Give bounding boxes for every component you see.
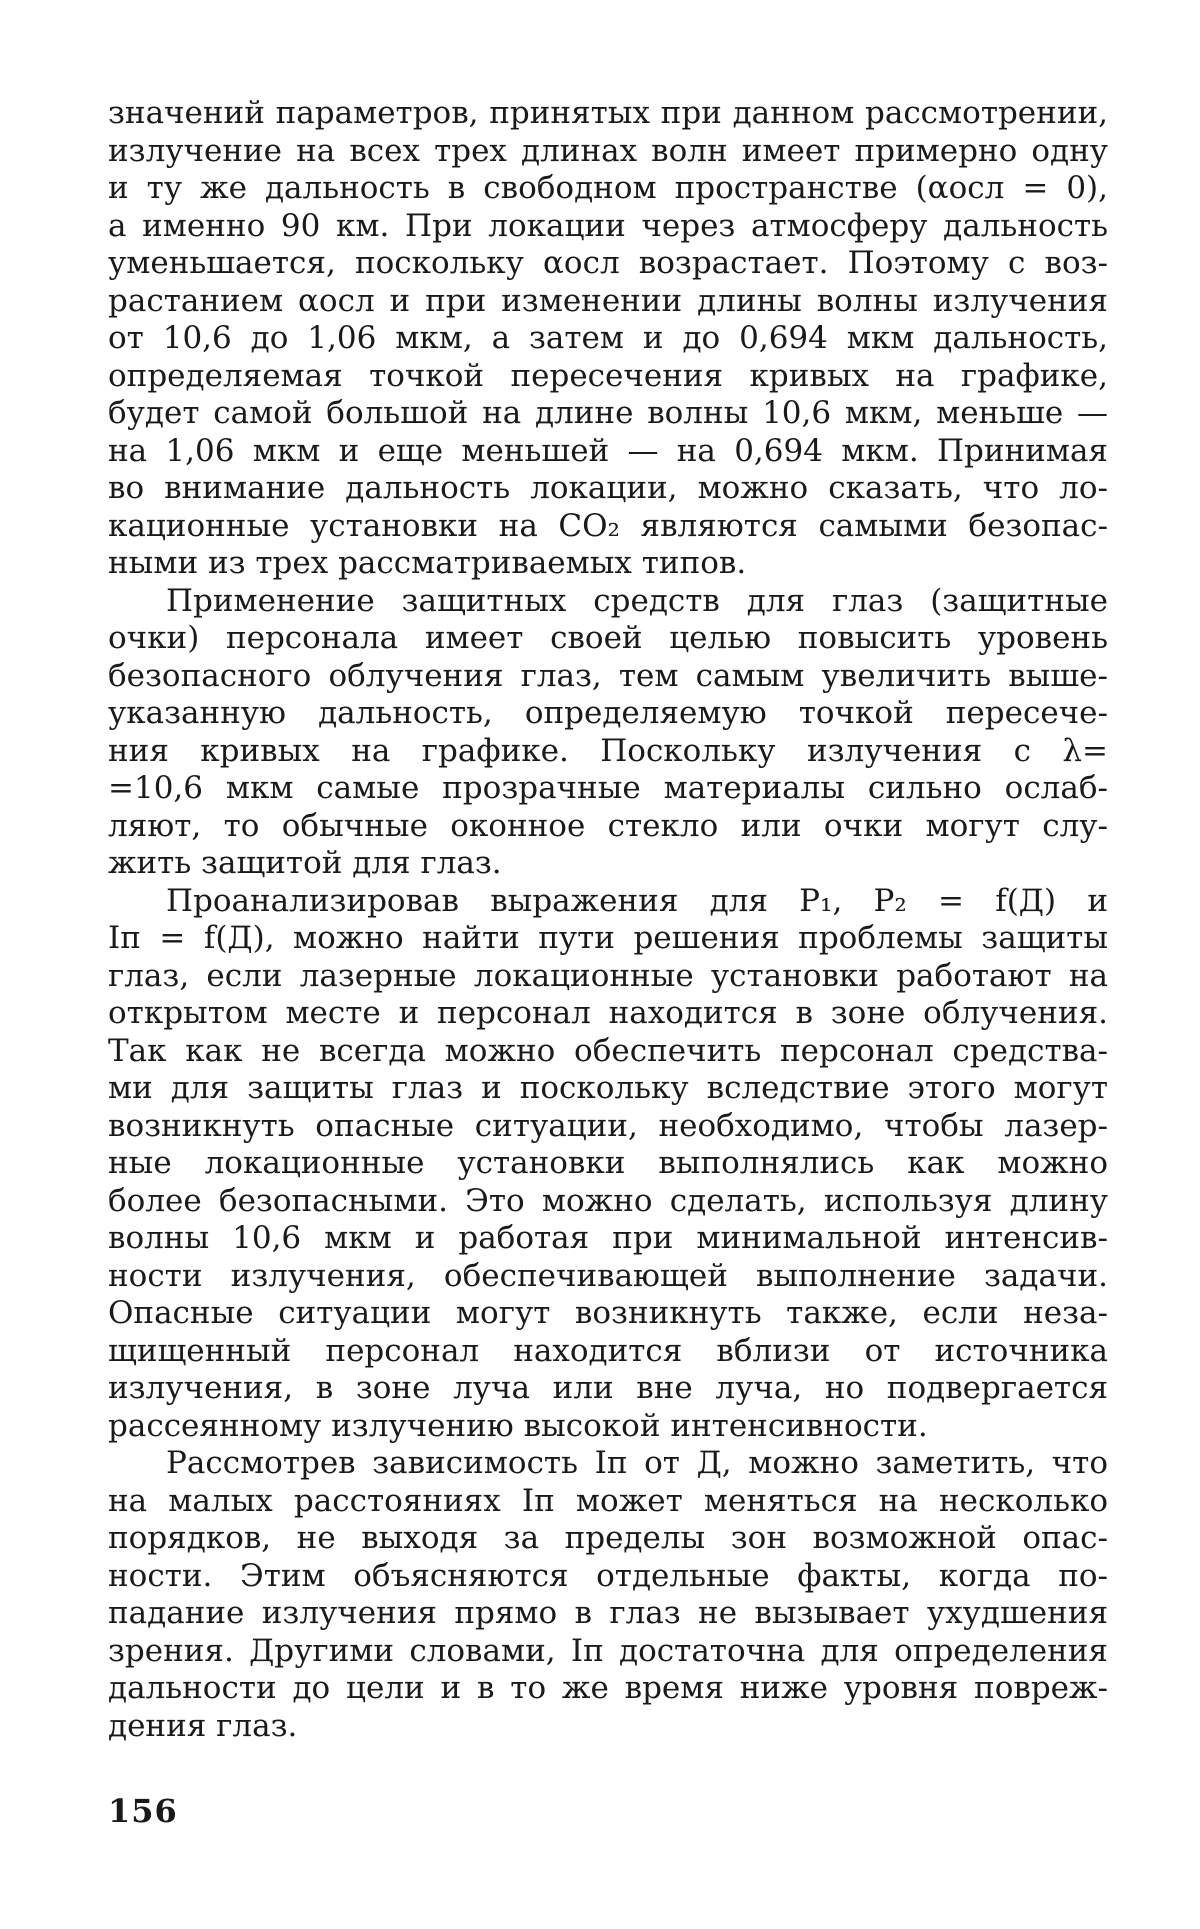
text-line: будет самой большой на длине волны 10,6 мкм, меньше — <box>108 395 1108 431</box>
text-line: Iп = f(Д), можно найти пути решения проблемы защиты <box>108 920 1108 956</box>
paragraph-4 <box>108 1445 1108 1745</box>
text-line: ния кривых на графике. Поскольку излучения с λ= <box>108 732 1108 769</box>
text-line: ные локационные установки выполнялись как можно <box>108 1145 1108 1181</box>
text-line: зрения. Другими словами, Iп достаточна для определения <box>108 1632 1108 1669</box>
text-line: волны 10,6 мкм и работая при минимальной интенсив- <box>108 1220 1108 1256</box>
text-line: Опасные ситуации могут возникнуть также, если неза- <box>108 1295 1108 1331</box>
text-line: рассеянному излучению высокой интенсивности. <box>108 1407 928 1444</box>
text-line: на малых расстояниях Iп может меняться на несколько <box>108 1482 1108 1519</box>
text-line: жить защитой для глаз. <box>108 845 502 881</box>
text-line: и ту же дальность в свободном пространстве (αосл = 0), <box>108 170 1108 206</box>
paragraph-3 <box>108 883 1108 1446</box>
text-line: возникнуть опасные ситуации, необходимо, чтобы лазер- <box>108 1107 1108 1144</box>
text-line: Проанализировав выражения для P₁, P₂ = f(Д) и <box>166 882 1108 919</box>
text-line: кационные установки на CO₂ являются самыми безопас- <box>108 507 1108 544</box>
text-line: ми для защиты глаз и поскольку вследствие этого могут <box>108 1070 1108 1106</box>
text-line: указанную дальность, определяемую точкой пересече- <box>108 695 1108 731</box>
page-body <box>108 95 1108 1745</box>
text-line: дения глаз. <box>108 1707 298 1744</box>
text-line: во внимание дальность локации, можно сказать, что ло- <box>108 470 1108 506</box>
text-line: Применение защитных средств для глаз (защитные <box>166 582 1108 619</box>
text-line: уменьшается, поскольку αосл возрастает. Поэтому с воз- <box>108 245 1108 281</box>
text-line: от 10,6 до 1,06 мкм, а затем и до 0,694 мкм дальность, <box>108 320 1108 356</box>
text-line: глаз, если лазерные локационные установки работают на <box>108 957 1108 994</box>
text-line: на 1,06 мкм и еще меньшей — на 0,694 мкм. Принимая <box>108 432 1108 469</box>
text-line: порядков, не выходя за пределы зон возможной опас- <box>108 1520 1108 1556</box>
text-line: излучение на всех трех длинах волн имеет примерно одну <box>108 132 1108 169</box>
text-line: ляют, то обычные оконное стекло или очки могут слу- <box>108 807 1108 844</box>
text-line: значений параметров, принятых при данном рассмотрении, <box>108 95 1108 131</box>
text-line: Так как не всегда можно обеспечить персонал средства- <box>108 1032 1108 1069</box>
text-line: =10,6 мкм самые прозрачные материалы сильно ослаб- <box>108 770 1108 806</box>
paragraph-1 <box>108 95 1108 583</box>
page-number: 156 <box>108 1792 178 1830</box>
text-line: определяемая точкой пересечения кривых на графике, <box>108 357 1108 394</box>
text-line: растанием αосл и при изменении длины волны излучения <box>108 282 1108 319</box>
paragraph-2 <box>108 583 1108 883</box>
text-line: безопасного облучения глаз, тем самым увеличить выше- <box>108 657 1108 694</box>
text-line: излучения, в зоне луча или вне луча, но подвергается <box>108 1370 1108 1406</box>
text-line: ными из трех рассматриваемых типов. <box>108 545 747 581</box>
text-line: очки) персонала имеет своей целью повысить уровень <box>108 620 1108 656</box>
text-line: а именно 90 км. При локации через атмосферу дальность <box>108 207 1108 244</box>
text-line: ности излучения, обеспечивающей выполнение задачи. <box>108 1257 1108 1294</box>
text-line: Рассмотрев зависимость Iп от Д, можно заметить, что <box>166 1445 1108 1481</box>
text-line: щищенный персонал находится вблизи от источника <box>108 1332 1108 1369</box>
text-line: падание излучения прямо в глаз не вызывает ухудшения <box>108 1595 1108 1631</box>
text-line: дальности до цели и в то же время ниже уровня повреж- <box>108 1670 1108 1706</box>
text-line: ности. Этим объясняются отдельные факты, когда по- <box>108 1557 1108 1594</box>
text-line: более безопасными. Это можно сделать, используя длину <box>108 1182 1108 1219</box>
text-line: открытом месте и персонал находится в зоне облучения. <box>108 995 1108 1031</box>
